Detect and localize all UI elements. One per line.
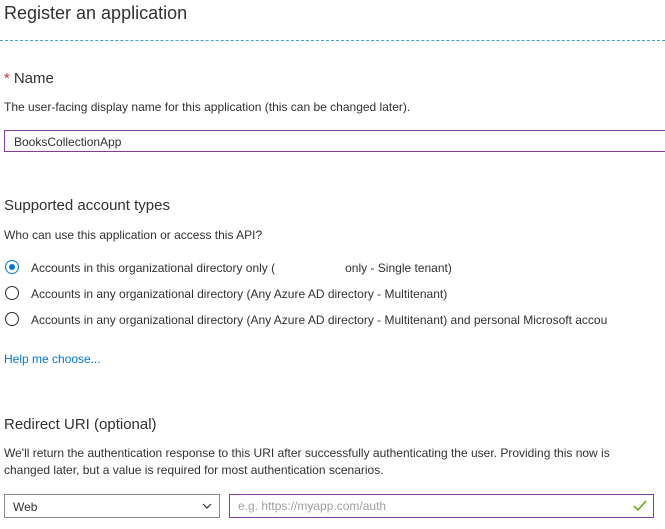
redirect-uri-input[interactable] [229,494,654,518]
radio-button-icon[interactable] [5,312,19,326]
name-description: The user-facing display name for this application (this can be changed later). [4,100,411,114]
checkmark-icon [633,500,647,512]
account-types-heading: Supported account types [4,197,170,214]
header-divider [0,40,665,41]
chevron-down-icon [202,501,212,511]
name-heading [4,70,54,87]
platform-select-value: Web [13,500,38,514]
radio-multitenant-label: Accounts in any organizational directory (Any Azure AD directory - Multitenant) [31,287,448,301]
redirect-description-line1: We'll return the authentication response to this URI after successfully authenticating the user. Providing this now is [4,446,610,460]
radio-button-icon[interactable] [5,286,19,300]
radio-multitenant-personal-label: Accounts in any organizational directory (Any Azure AD directory - Multitenant) and personal Microsoft accou [31,313,608,327]
radio-button-checked-icon[interactable] [5,260,19,274]
display-name-value: BooksCollectionApp [14,135,122,149]
redirect-description-line2: changed later, but a value is required for most authentication scenarios. [4,463,384,477]
help-me-choose-link[interactable]: Help me choose... [4,352,101,366]
platform-select[interactable] [4,494,220,518]
required-marker: * [4,70,10,87]
name-heading-label: Name [13,70,54,87]
redirect-uri-heading: Redirect URI (optional) [4,416,157,433]
radio-single-tenant-label: Accounts in this organizational directory only ( only - Single tenant) [31,261,452,275]
page-title: Register an application [4,3,188,23]
account-types-question: Who can use this application or access this API? [4,228,263,242]
display-name-input[interactable] [4,130,665,152]
